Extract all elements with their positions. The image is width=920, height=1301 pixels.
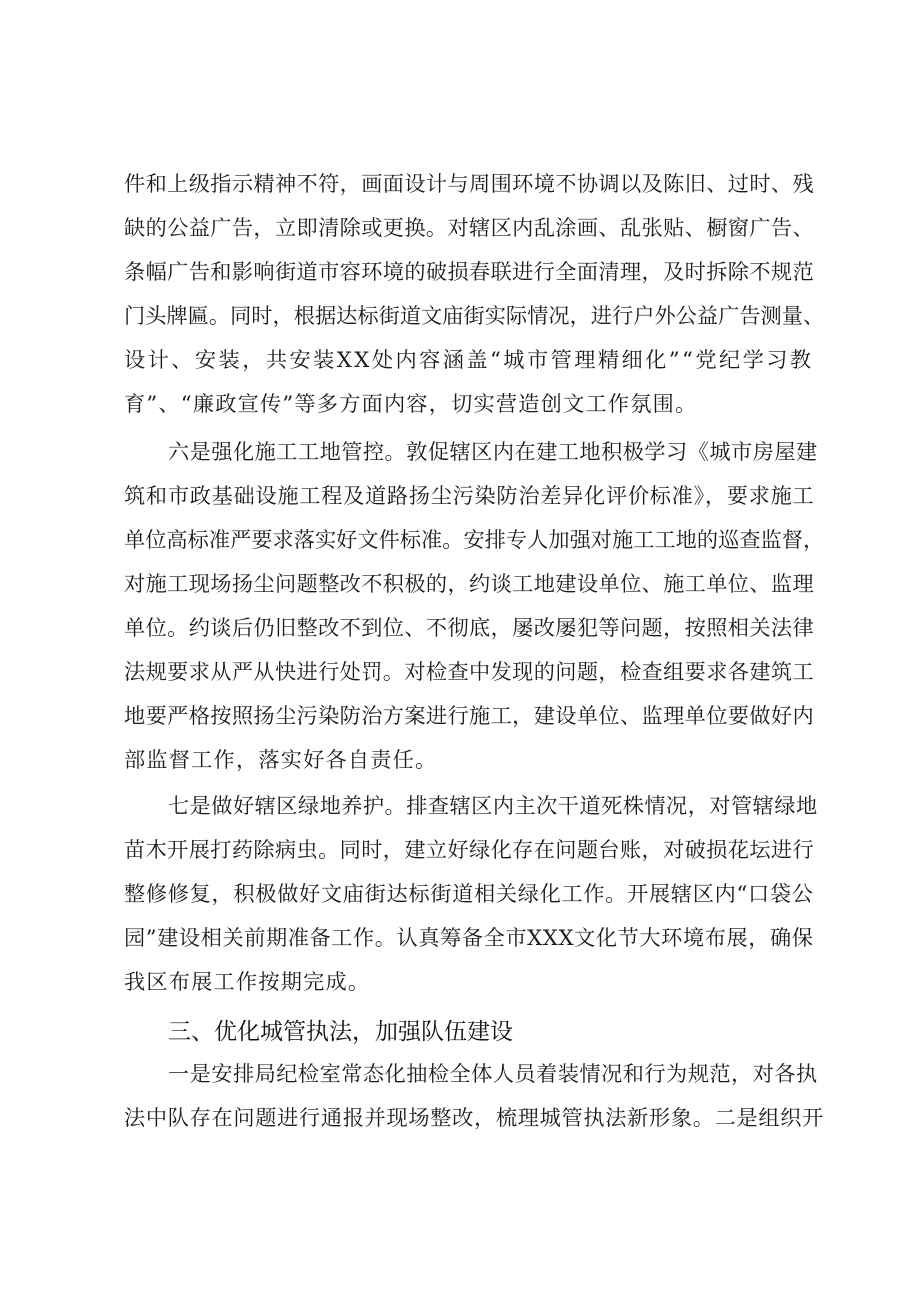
section-heading: 三、优化城管执法，加强队伍建设: [168, 1019, 513, 1045]
text-line-11: 单位。约谈后仍旧整改不到位、不彻底，屡改屡犯等问题，按照相关法律: [124, 615, 814, 640]
text-line-9: 单位高标准严要求落实好文件标准。安排专人加强对施工工地的巡查监督，: [124, 527, 824, 552]
text-line-14: 部监督工作，落实好各自责任。: [124, 747, 438, 772]
text-line-10: 对施工现场扬尘问题整改不积极的，约谈工地建设单位、施工单位、监理: [124, 571, 814, 596]
text-line-19: 我区布展工作按期完成。: [124, 969, 371, 994]
text-line-16: 苗木开展打药除病虫。同时，建立好绿化存在问题台账，对破损花坛进行: [124, 837, 814, 862]
text-line-15: 七是做好辖区绿地养护。排查辖区内主次干道死株情况，对管辖绿地: [168, 793, 818, 818]
text-line-3: 条幅广告和影响街道市容环境的破损春联进行全面清理，及时拆除不规范: [124, 259, 814, 284]
text-line-21: 法中队存在问题进行通报并现场整改，梳理城管执法新形象。二是组织开: [124, 1105, 824, 1130]
text-line-1: 件和上级指示精神不符，画面设计与周围环境不协调以及陈旧、过时、残: [124, 171, 814, 196]
text-line-4: 门头牌匾。同时，根据达标街道文庙街实际情况，进行户外公益广告测量、: [124, 303, 824, 328]
text-line-20: 一是安排局纪检室常态化抽检全体人员着装情况和行为规范，对各执: [168, 1061, 818, 1086]
text-line-2: 缺的公益广告，立即清除或更换。对辖区内乱涂画、乱张贴、橱窗广告、: [124, 215, 814, 240]
text-line-5: 设计、安装，共安装XX处内容涵盖“城市管理精细化”“党纪学习教: [124, 347, 814, 372]
text-line-13: 地要严格按照扬尘污染防治方案进行施工，建设单位、监理单位要做好内: [124, 703, 814, 728]
text-line-8: 筑和市政基础设施工程及道路扬尘污染防治差异化评价标准》，要求施工: [124, 483, 814, 508]
text-line-17: 整修修复，积极做好文庙街达标街道相关绿化工作。开展辖区内“口袋公: [124, 881, 814, 906]
text-line-18: 园”建设相关前期准备工作。认真筹备全市XXX文化节大环境布展，确保: [124, 925, 814, 950]
text-line-12: 法规要求从严从快进行处罚。对检查中发现的问题，检查组要求各建筑工: [124, 659, 814, 684]
text-line-7: 六是强化施工工地管控。敦促辖区内在建工地积极学习《城市房屋建: [168, 439, 818, 464]
text-line-6: 育”、“廉政宣传”等多方面内容，切实营造创文工作氛围。: [124, 391, 698, 416]
